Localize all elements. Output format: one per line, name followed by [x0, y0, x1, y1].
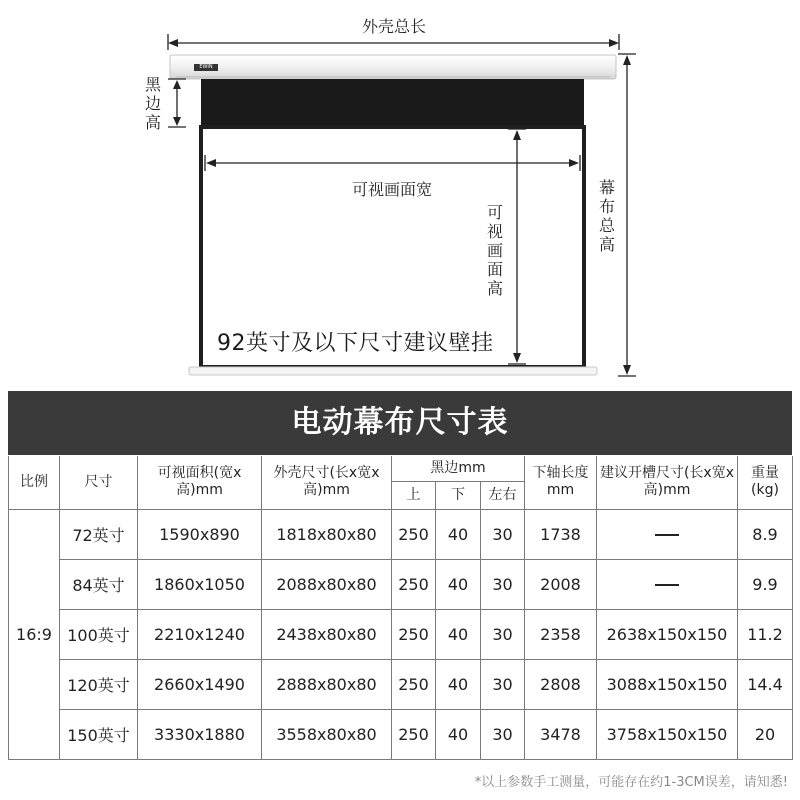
- wall-mount-note: 92英寸及以下尺寸建议壁挂: [217, 331, 494, 356]
- header-border-top: 上: [392, 481, 436, 509]
- bottom-bar: [189, 367, 597, 375]
- header-bottom-axis: 下轴长度mm: [525, 456, 597, 509]
- border-bottom-cell: 40: [436, 609, 481, 659]
- dash-mark: [655, 584, 679, 586]
- header-black-border: 黑边mm: [392, 456, 525, 481]
- axis-cell: 2358: [525, 609, 597, 659]
- table-row: [9, 509, 793, 559]
- dash-mark: [655, 534, 679, 536]
- border-bottom-cell: 40: [436, 709, 481, 759]
- border-top-cell: 250: [392, 609, 436, 659]
- header-housing-size: 外壳尺寸(长x宽x高)mm: [262, 456, 392, 509]
- border-bottom-cell: 40: [436, 659, 481, 709]
- table-row: [9, 559, 793, 609]
- border-bottom-cell: 40: [436, 509, 481, 559]
- housing-cell: 2888x80x80: [262, 659, 392, 709]
- table-row: [9, 659, 793, 709]
- viewable-cell: 3330x1880: [138, 709, 262, 759]
- border-lr-cell: 30: [481, 559, 525, 609]
- size-cell: 150英寸: [60, 709, 138, 759]
- size-cell: 120英寸: [60, 659, 138, 709]
- border-bottom-cell: 40: [436, 559, 481, 609]
- header-slot-size: 建议开槽尺寸(长x宽x高)mm: [597, 456, 738, 509]
- slot-cell: [597, 509, 738, 559]
- black-border-top: [201, 79, 584, 127]
- border-lr-cell: 30: [481, 609, 525, 659]
- measurement-footnote: *以上参数手工测量，可能存在约1-3CM误差，请知悉!: [474, 775, 788, 790]
- viewable-cell: 1860x1050: [138, 559, 262, 609]
- viewable-height-label: 可视画面高: [486, 203, 503, 298]
- axis-cell: 2008: [525, 559, 597, 609]
- axis-cell: 2808: [525, 659, 597, 709]
- brand-logo: EWIN: [194, 64, 218, 71]
- border-top-cell: 250: [392, 559, 436, 609]
- total-height-label: 幕布总高: [598, 178, 615, 254]
- screen-dimension-diagram: [0, 0, 800, 390]
- housing-cell: 1818x80x80: [262, 509, 392, 559]
- border-top-cell: 250: [392, 509, 436, 559]
- housing-cell: 3558x80x80: [262, 709, 392, 759]
- border-lr-cell: 30: [481, 509, 525, 559]
- weight-cell: 20: [738, 709, 793, 759]
- size-cell: 100英寸: [60, 609, 138, 659]
- black-border-label: 黑边高: [144, 75, 161, 132]
- slot-cell: [597, 559, 738, 609]
- weight-cell: 11.2: [738, 609, 793, 659]
- weight-cell: 9.9: [738, 559, 793, 609]
- header-border-left-right: 左右: [481, 481, 525, 509]
- viewable-cell: 2660x1490: [138, 659, 262, 709]
- housing-cell: 2088x80x80: [262, 559, 392, 609]
- table-row: [9, 709, 793, 759]
- viewable-cell: 1590x890: [138, 509, 262, 559]
- slot-cell: 2638x150x150: [597, 609, 738, 659]
- weight-cell: 14.4: [738, 659, 793, 709]
- axis-cell: 1738: [525, 509, 597, 559]
- border-lr-cell: 30: [481, 659, 525, 709]
- table-row: [9, 609, 793, 659]
- header-weight: 重量(kg): [738, 456, 793, 509]
- border-lr-cell: 30: [481, 709, 525, 759]
- header-viewable-area: 可视面积(宽x高)mm: [138, 456, 262, 509]
- table-title: 电动幕布尺寸表: [8, 391, 792, 455]
- size-cell: 84英寸: [60, 559, 138, 609]
- total-height-dimension: [618, 54, 636, 376]
- size-spec-table: [8, 456, 793, 760]
- slot-cell: 3758x150x150: [597, 709, 738, 759]
- border-top-cell: 250: [392, 709, 436, 759]
- header-size: 尺寸: [60, 456, 138, 509]
- axis-cell: 3478: [525, 709, 597, 759]
- header-ratio: 比例: [9, 456, 60, 509]
- screen-housing: [170, 55, 616, 79]
- housing-cell: 2438x80x80: [262, 609, 392, 659]
- ratio-cell: 16:9: [9, 509, 60, 759]
- border-top-cell: 250: [392, 659, 436, 709]
- slot-cell: 3088x150x150: [597, 659, 738, 709]
- total-width-label: 外壳总长: [362, 17, 427, 36]
- weight-cell: 8.9: [738, 509, 793, 559]
- size-cell: 72英寸: [60, 509, 138, 559]
- viewable-width-label: 可视画面宽: [352, 180, 433, 199]
- black-border-dimension: [168, 79, 186, 127]
- header-border-bottom: 下: [436, 481, 481, 509]
- viewable-cell: 2210x1240: [138, 609, 262, 659]
